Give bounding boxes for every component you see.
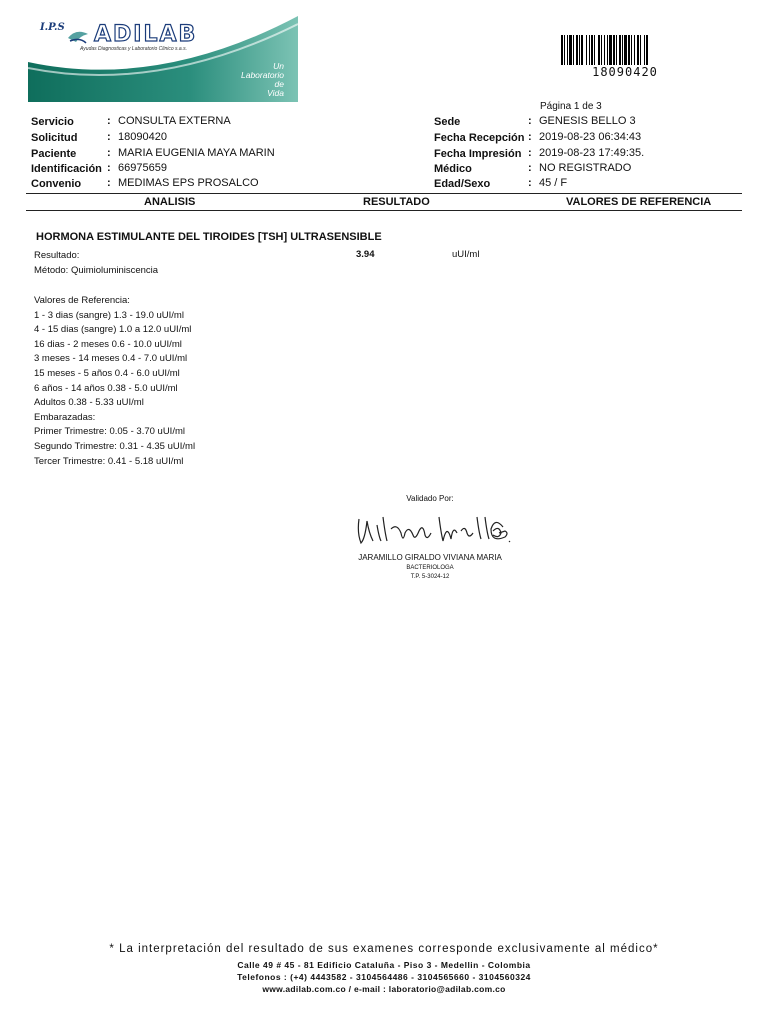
field-label: Convenio (31, 178, 82, 190)
validator-license: T.P. 5-3024-12 (410, 574, 450, 580)
field-value: NO REGISTRADO (539, 162, 632, 174)
field-value: 2019-08-23 06:34:43 (539, 131, 642, 143)
logo-slogan (241, 62, 284, 98)
logo-slogan-line: Vida (267, 88, 284, 98)
header-rule-bottom (26, 210, 742, 211)
field-label: Identificación (31, 163, 102, 175)
adilab-logo (28, 16, 298, 102)
footer-phones: Telefonos : (+4) 4443582 - 3104564486 - 3104565660 - 3104560324 (237, 972, 531, 982)
reference-line: Embarazadas: (34, 411, 96, 423)
validated-by-label: Validado Por: (406, 494, 454, 503)
field-value: 18090420 (118, 131, 167, 143)
footer-address: Calle 49 # 45 - 81 Edificio Cataluña - Piso 3 - Medellin - Colombia (237, 960, 531, 970)
field-colon: : (528, 147, 532, 159)
reference-line: 16 dias - 2 meses 0.6 - 10.0 uUI/ml (34, 338, 182, 350)
field-colon: : (528, 162, 532, 174)
field-colon: : (528, 115, 532, 127)
reference-line: Tercer Trimestre: 0.41 - 5.18 uUI/ml (34, 455, 184, 467)
logo-brand: ADILAB (94, 22, 198, 47)
header-rule-top (26, 193, 742, 194)
reference-line: Valores de Referencia: (34, 295, 130, 306)
result-unit: uUI/ml (452, 249, 480, 260)
column-header-valores: VALORES DE REFERENCIA (566, 196, 712, 208)
result-label: Resultado: (34, 250, 80, 261)
reference-line: 1 - 3 dias (sangre) 1.3 - 19.0 uUI/ml (34, 309, 184, 321)
field-colon: : (107, 147, 111, 159)
field-value: 45 / F (539, 177, 568, 189)
logo-slogan-line: Laboratorio (240, 70, 284, 80)
field-colon: : (528, 177, 532, 189)
field-value: 66975659 (118, 162, 167, 174)
field-colon: : (107, 162, 111, 174)
reference-line: 3 meses - 14 meses 0.4 - 7.0 uUI/ml (34, 353, 188, 365)
field-value: CONSULTA EXTERNA (118, 115, 231, 127)
column-header-resultado: RESULTADO (363, 196, 430, 208)
page-indicator: Página 1 de 3 (540, 101, 602, 112)
test-name: HORMONA ESTIMULANTE DEL TIROIDES [TSH] ULTRASENSIBLE (36, 231, 382, 243)
footer-web: www.adilab.com.co / e-mail : laboratorio@adilab.com.co (262, 984, 506, 994)
reference-values (34, 294, 195, 469)
field-value: MEDIMAS EPS PROSALCO (118, 177, 259, 189)
field-label: Servicio (31, 116, 74, 128)
logo-ips: I.P.S (40, 22, 65, 33)
validation-block (330, 494, 530, 580)
barcode-number: 18090420 (592, 65, 658, 79)
field-value: GENESIS BELLO 3 (539, 115, 636, 127)
footer-disclaimer: * La interpretación del resultado de sus examenes corresponde exclusivamente al médico* (109, 943, 659, 955)
field-label: Edad/Sexo (434, 178, 491, 190)
reference-line: 6 años - 14 años 0.38 - 5.0 uUI/ml (34, 382, 178, 394)
signature (330, 503, 530, 549)
column-header-analisis: ANALISIS (144, 196, 196, 208)
reference-line: 4 - 15 dias (sangre) 1.0 a 12.0 uUI/ml (34, 324, 192, 336)
field-value: MARIA EUGENIA MAYA MARIN (118, 147, 275, 159)
result-value: 3.94 (356, 249, 375, 260)
reference-line: Primer Trimestre: 0.05 - 3.70 uUI/ml (34, 426, 185, 438)
field-label: Médico (434, 163, 472, 175)
field-label: Paciente (31, 148, 77, 160)
field-value: 2019-08-23 17:49:35. (539, 147, 645, 159)
field-label: Fecha Impresión (434, 148, 522, 160)
field-colon: : (107, 115, 111, 127)
reference-line: Adultos 0.38 - 5.33 uUI/ml (34, 397, 144, 409)
field-colon: : (528, 131, 532, 143)
field-colon: : (107, 131, 111, 143)
logo-slogan-line: Un (273, 61, 284, 71)
test-method: Método: Quimioluminiscencia (34, 265, 159, 276)
logo-slogan-line: de (274, 79, 284, 89)
validator-title: BACTERIOLOGA (406, 565, 454, 571)
field-label: Solicitud (31, 132, 78, 144)
reference-line: 15 meses - 5 años 0.4 - 6.0 uUI/ml (34, 367, 180, 379)
field-colon: : (107, 177, 111, 189)
barcode (561, 35, 689, 65)
validator-name: JARAMILLO GIRALDO VIVIANA MARIA (358, 553, 502, 562)
field-label: Fecha Recepción (434, 132, 525, 144)
reference-line: Segundo Trimestre: 0.31 - 4.35 uUI/ml (34, 440, 196, 452)
logo-tagline: Ayudas Diagnosticas y Laboratorio Clinico s.a.s. (80, 46, 187, 52)
field-label: Sede (434, 116, 461, 128)
